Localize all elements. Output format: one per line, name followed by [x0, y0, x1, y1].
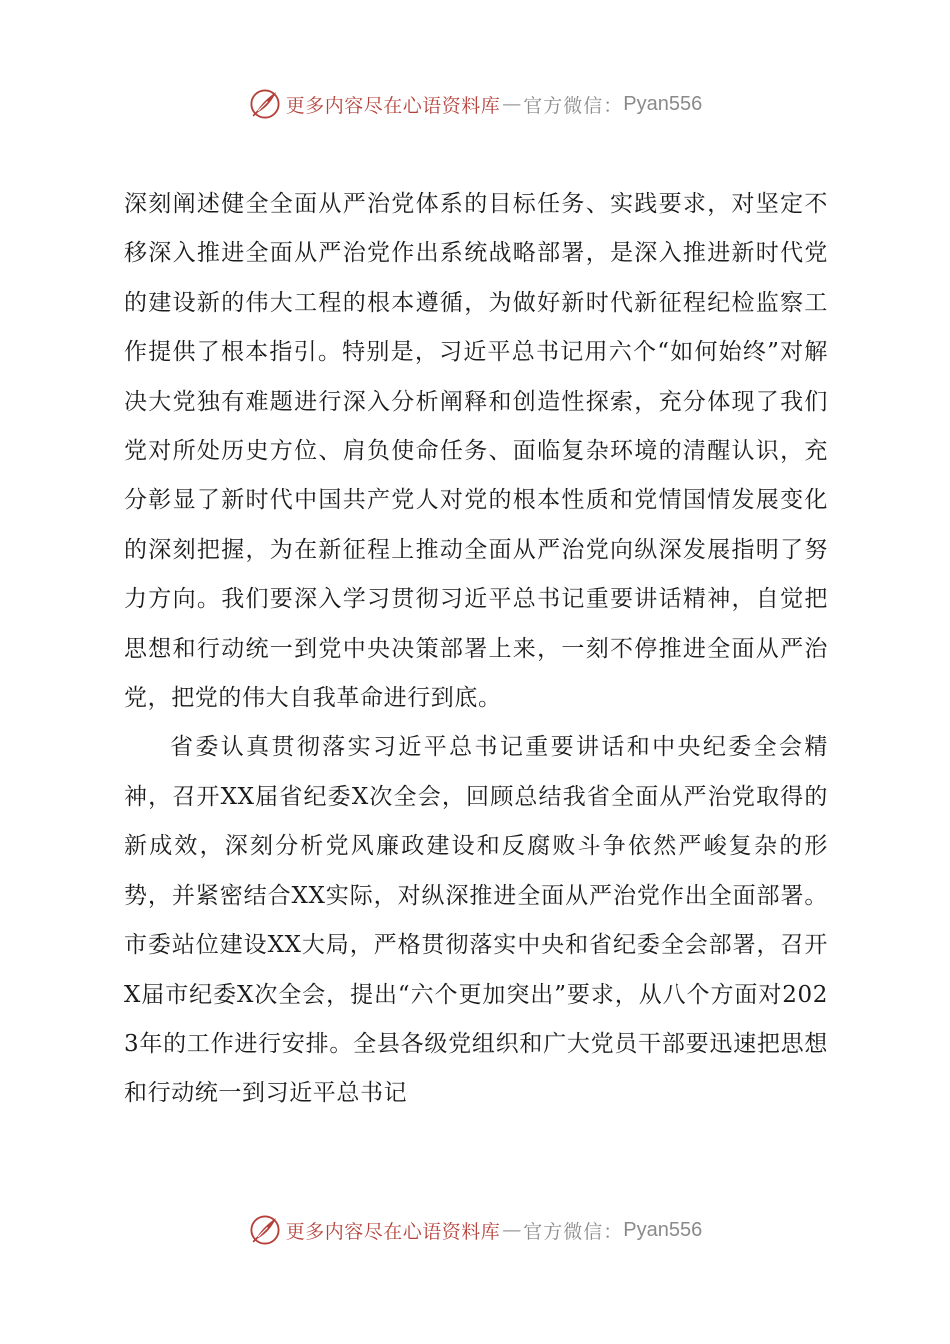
document-body — [124, 180, 828, 1119]
quill-pen-logo-icon — [248, 1213, 282, 1247]
watermark-brand: 更多内容尽在心语资料库 — [285, 94, 501, 117]
watermark-wechat-id: Pyan556 — [623, 1218, 703, 1241]
watermark-wechat-id: Pyan556 — [623, 92, 703, 115]
paragraph-1: 深刻阐述健全全面从严治党体系的目标任务、实践要求，对坚定不移深入推进全面从严治党作出系统战略部署，是深入推进新时代党的建设新的伟大工程的根本遵循，为做好新时代新征程纪检监察工作提供了根本指引。特别是，习近平总书记用六个“如何始终”对解决大党独有难题进行深入分析阐释和创造性探索，充分体现了我们党对所处历史方位、肩负使命任务、面临复杂环境的清醒认识，充分彰显了新时代中国共产党人对党的根本性质和党情国情发展变化的深刻把握，为在新征程上推动全面从严治党向纵深发展指明了努力方向。我们要深入学习贯彻习近平总书记重要讲话精神，自觉把思想和行动统一到党中央决策部署上来，一刻不停推进全面从严治党，把党的伟大自我革命进行到底。 — [124, 191, 828, 712]
quill-pen-logo-icon — [248, 87, 282, 121]
paragraph-2: 省委认真贯彻落实习近平总书记重要讲话和中央纪委全会精神，召开XX届省纪委X次全会，回顾总结我省全面从严治党取得的新成效，深刻分析党风廉政建设和反腐败斗争依然严峻复杂的形势，并紧密结合XX实际，对纵深推进全面从严治党作出全面部署。市委站位建设XX大局，严格贯彻落实中央和省纪委全会部署，召开X届市纪委X次全会，提出“六个更加突出”要求，从八个方面对2023年的工作进行安排。全县各级党组织和广大党员干部要迅速把思想和行动统一到习近平总书记 — [124, 734, 828, 1107]
watermark-separator: — — [502, 93, 522, 115]
watermark-separator: — — [502, 1219, 522, 1241]
watermark-brand: 更多内容尽在心语资料库 — [285, 1220, 501, 1243]
footer-watermark — [0, 1210, 950, 1250]
header-watermark — [0, 84, 950, 124]
watermark-official-label: 官方微信： — [523, 94, 624, 117]
watermark-official-label: 官方微信： — [523, 1220, 624, 1243]
